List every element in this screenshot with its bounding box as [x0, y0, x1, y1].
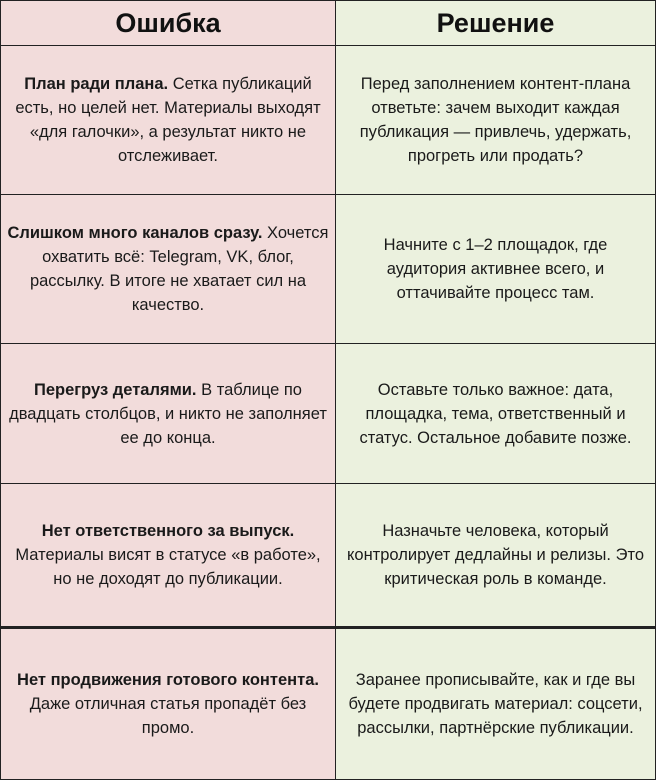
solution-text: Назначьте человека, который контролирует дедлайны и релизы. Это критическая роль в команде. [346, 522, 644, 588]
solution-cell-3 [336, 344, 655, 484]
mistake-text-1 [7, 72, 329, 168]
header-solution [336, 1, 655, 46]
solution-text: Перед заполнением контент-плана ответьте: зачем выходит каждая публикация — привлечь, удержать, прогреть или продать? [359, 75, 632, 165]
mistake-text-4 [7, 519, 329, 591]
solution-cell-1 [336, 46, 655, 195]
mistake-cell-4 [1, 484, 336, 627]
mistake-description: Сетка публикаций есть, но целей нет. Материалы выходят «для галочки», а результат никто не отслеживает. [15, 75, 321, 165]
mistake-title: План ради плана. [24, 75, 169, 93]
mistake-cell-2 [1, 195, 336, 344]
mistake-cell-3 [1, 344, 336, 484]
header-solution-label: Решение [436, 8, 555, 38]
solution-text: Оставьте только важное: дата, площадка, тема, ответственный и статус. Остальное добавите позже. [359, 380, 632, 447]
mistake-description: Материалы висят в статусе «в работе», но не доходят до публикации. [15, 546, 321, 588]
mistake-text-3 [7, 378, 329, 450]
mistake-text-5 [7, 668, 329, 740]
mistake-title: Нет ответственного за выпуск. [41, 522, 295, 540]
solution-text: Заранее прописывайте, как и где вы будете продвигать материал: соцсети, рассылки, партнёрские публикации. [348, 671, 643, 737]
solution-cell-4 [336, 484, 655, 627]
mistake-cell-5 [1, 627, 336, 779]
mistake-description: Хочется охватить всё: Telegram, VK, блог, рассылку. В итоге не хватает сил на качество. [29, 224, 329, 314]
solution-cell-2 [336, 195, 655, 344]
mistake-title: Нет продвижения готового контента. [17, 671, 319, 689]
mistake-title: Слишком много каналов сразу. [7, 224, 263, 242]
header-mistake-label: Ошибка [115, 8, 221, 38]
header-mistake [1, 1, 336, 46]
mistake-description: В таблице по двадцать столбцов, и никто не заполняет ее до конца. [9, 380, 327, 447]
solution-text: Начните с 1–2 площадок, где аудитория активнее всего, и оттачивайте процесс там. [383, 236, 608, 302]
solution-cell-5 [336, 627, 655, 779]
mistake-cell-1 [1, 46, 336, 195]
mistake-title: Перегруз деталями. [34, 380, 197, 399]
mistake-description: Даже отличная статья пропадёт без промо. [29, 695, 307, 737]
mistake-text-2 [7, 221, 329, 317]
